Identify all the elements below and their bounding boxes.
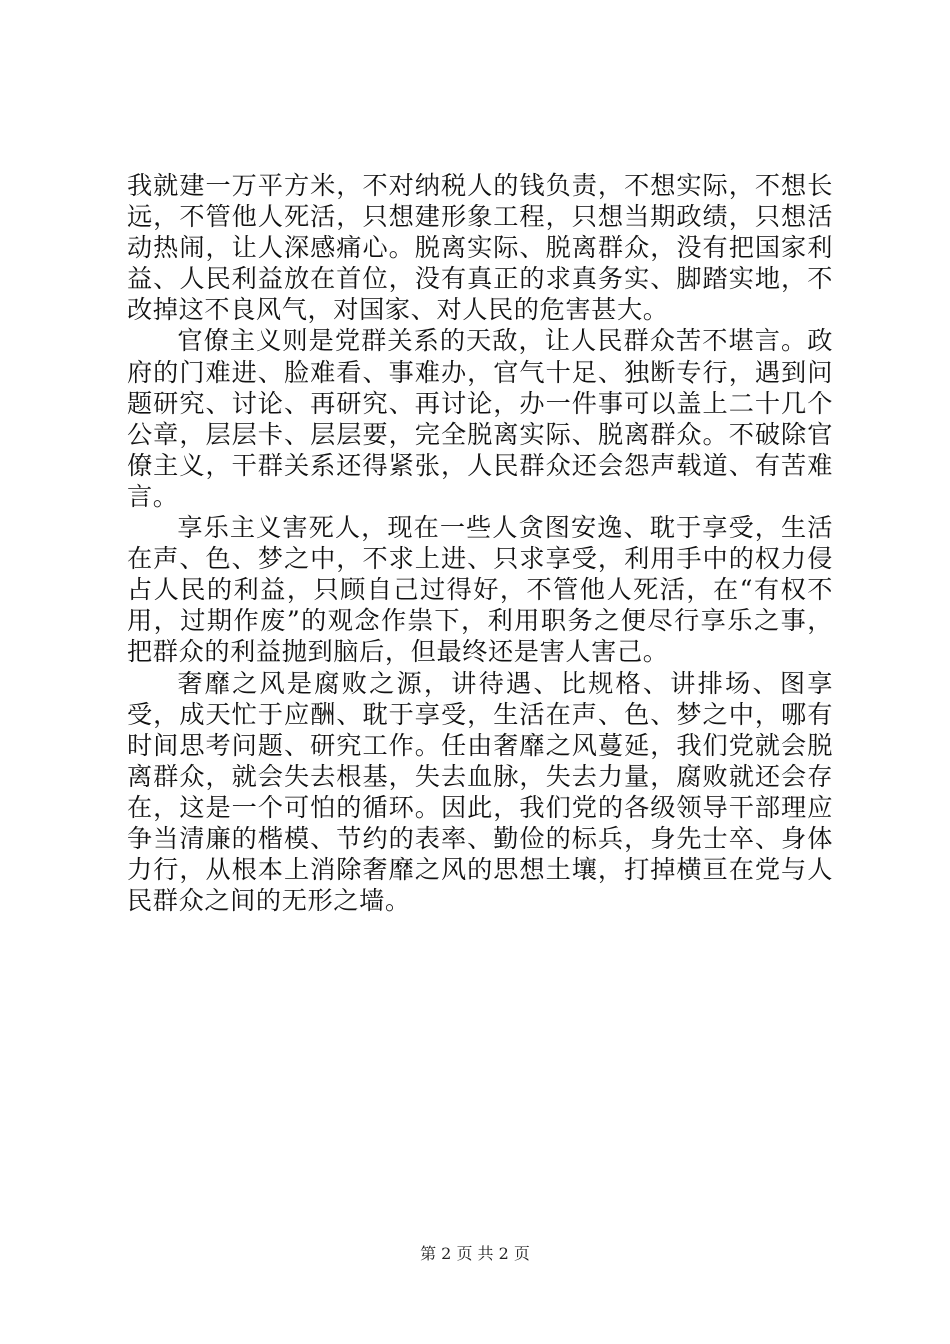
document-body xyxy=(127,170,833,916)
paragraph-2: 官僚主义则是党群关系的天敌，让人民群众苦不堪言。政府的门难进、脸难看、事难办，官气十足、独断专行，遇到问题研究、讨论、再研究、再讨论，办一件事可以盖上二十几个公章，层层卡、层层要，完全脱离实际、脱离群众。不破除官僚主义，干群关系还得紧张，人民群众还会怨声载道、有苦难言。 xyxy=(127,326,833,511)
page-footer: 第 2 页 共 2 页 xyxy=(420,1244,530,1263)
paragraph-4: 奢靡之风是腐败之源，讲待遇、比规格、讲排场、图享受，成天忙于应酬、耽于享受，生活在声、色、梦之中，哪有时间思考问题、研究工作。任由奢靡之风蔓延，我们党就会脱离群众，就会失去根基，失去血脉，失去力量，腐败就还会存在，这是一个可怕的循环。因此，我们党的各级领导干部理应争当清廉的楷模、节约的表率、勤俭的标兵，身先士卒、身体力行，从根本上消除奢靡之风的思想土壤，打掉横亘在党与人民群众之间的无形之墙。 xyxy=(127,668,833,916)
paragraph-1: 我就建一万平方米，不对纳税人的钱负责，不想实际，不想长远，不管他人死活，只想建形象工程，只想当期政绩，只想活动热闹，让人深感痛心。脱离实际、脱离群众，没有把国家利益、人民利益放在首位，没有真正的求真务实、脚踏实地，不改掉这不良风气，对国家、对人民的危害甚大。 xyxy=(127,171,833,325)
paragraph-3: 享乐主义害死人，现在一些人贪图安逸、耽于享受，生活在声、色、梦之中，不求上进、只求享受，利用手中的权力侵占人民的利益，只顾自己过得好，不管他人死活，在“有权不用，过期作废”的观念作祟下，利用职务之便尽行享乐之事，把群众的利益抛到脑后，但最终还是害人害己。 xyxy=(127,513,833,667)
